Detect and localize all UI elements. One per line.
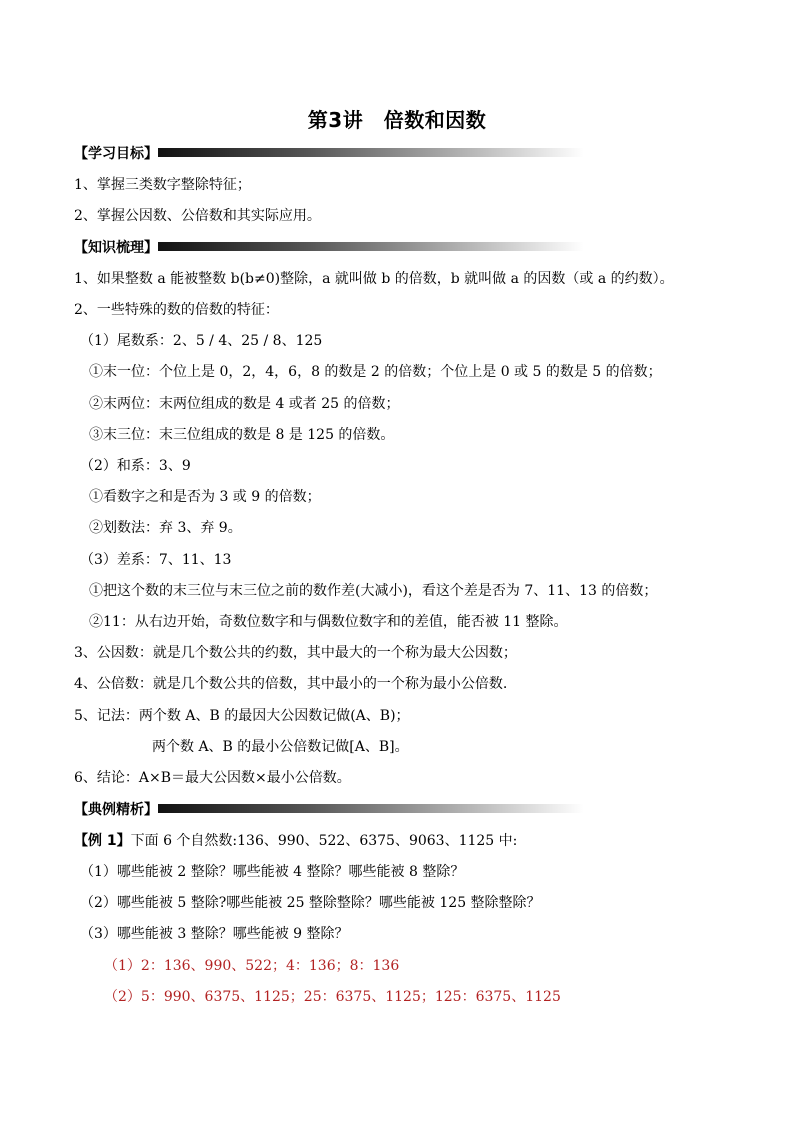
section-divider-bar — [158, 804, 584, 813]
example-question: （1）哪些能被 2 整除？哪些能被 4 整除？哪些能被 8 整除？ — [80, 864, 465, 880]
knowledge-item: 5、记法：两个数 A、B 的最因大公因数记做(A、B)； — [74, 708, 410, 724]
section-header-goals — [74, 143, 584, 165]
section-header-examples — [74, 799, 584, 821]
knowledge-subitem: ①看数字之和是否为 3 或 9 的倍数； — [89, 489, 321, 505]
section-label: 【知识梳理】 — [74, 240, 158, 256]
knowledge-item: 2、一些特殊的数的倍数的特征： — [74, 302, 279, 318]
section-label: 【学习目标】 — [74, 146, 158, 162]
knowledge-subitem: （2）和系：3、9 — [80, 458, 191, 474]
knowledge-subitem: ①把这个数的末三位与末三位之前的数作差(大减小)，看这个差是否为 7、11、13 的倍数； — [89, 583, 658, 599]
goal-item: 1、掌握三类数字整除特征； — [74, 177, 251, 193]
knowledge-subitem: （3）差系：7、11、13 — [80, 552, 232, 568]
section-header-knowledge — [74, 237, 584, 259]
knowledge-subitem: ②11：从右边开始，奇数位数字和与偶数位数字和的差值，能否被 11 整除。 — [89, 614, 568, 630]
example-answer: （2）5：990、6375、1125；25：6375、1125；125：6375、1125 — [104, 989, 561, 1005]
example-question: （3）哪些能被 3 整除？哪些能被 9 整除？ — [80, 926, 349, 942]
example-answer: （1）2：136、990、522；4：136；8：136 — [104, 958, 400, 974]
page-title: 第3讲 倍数和因数 — [307, 108, 487, 132]
knowledge-item: 4、公倍数：就是几个数公共的倍数，其中最小的一个称为最小公倍数. — [74, 676, 508, 692]
knowledge-subitem: ②末两位：末两位组成的数是 4 或者 25 的倍数； — [89, 396, 400, 412]
section-divider-bar — [158, 148, 584, 157]
knowledge-subitem: ①末一位：个位上是 0，2，4，6，8 的数是 2 的倍数；个位上是 0 或 5 的数是 5 的倍数； — [89, 364, 662, 380]
knowledge-subitem: ②划数法：弃 3、弃 9。 — [89, 520, 242, 536]
knowledge-item-continuation: 两个数 A、B 的最小公倍数记做[A、B]。 — [152, 739, 409, 755]
goal-item: 2、掌握公因数、公倍数和其实际应用。 — [74, 208, 321, 224]
knowledge-subitem: ③末三位：末三位组成的数是 8 是 125 的倍数。 — [89, 427, 395, 443]
section-label: 【典例精析】 — [74, 802, 158, 818]
knowledge-item: 6、结论：A×B＝最大公因数×最小公倍数。 — [74, 770, 351, 786]
knowledge-subitem: （1）尾数系：2、5 / 4、25 / 8、125 — [80, 333, 323, 349]
example-stem — [74, 831, 517, 851]
knowledge-item: 3、公因数：就是几个数公共的约数，其中最大的一个称为最大公因数； — [74, 645, 517, 661]
example-stem-text: 下面 6 个自然数:136、990、522、6375、9063、1125 中: — [130, 833, 518, 849]
section-divider-bar — [158, 242, 584, 251]
knowledge-item: 1、如果整数 a 能被整数 b(b≠0)整除，a 就叫做 b 的倍数，b 就叫做 a 的因数（或 a 的约数）。 — [74, 271, 674, 287]
example-question: （2）哪些能被 5 整除?哪些能被 25 整除整除？哪些能被 125 整除整除？ — [80, 895, 541, 911]
example-label: 【例 1】 — [74, 833, 131, 849]
